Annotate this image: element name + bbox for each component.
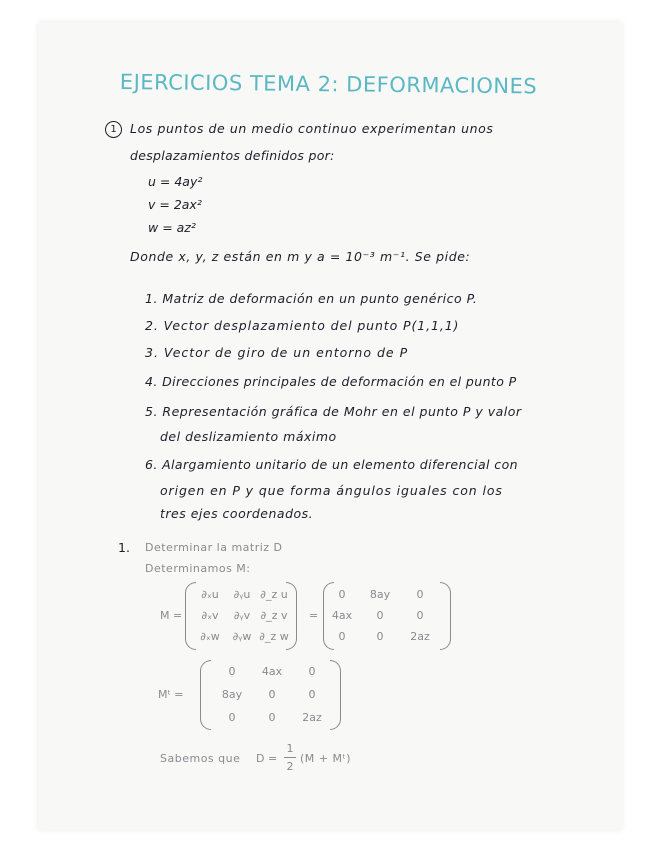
task-item-4: 4. Direcciones principales de deformación en el punto P bbox=[145, 374, 517, 389]
m-value-cell: 0 bbox=[338, 630, 346, 643]
m-value-cell: 8ay bbox=[369, 588, 391, 601]
intro-line-1: Los puntos de un medio continuo experimentan unos bbox=[130, 121, 494, 136]
equation-v: v = 2ax² bbox=[148, 197, 202, 212]
m-partial-cell: ∂ₓw bbox=[200, 630, 220, 643]
m-partial-cell: ∂_z w bbox=[259, 630, 289, 643]
mt-value-cell: 0 bbox=[268, 688, 276, 701]
task-item-2: 2. Vector desplazamiento del punto P(1,1,1) bbox=[145, 318, 460, 333]
exercise-number: 1 bbox=[105, 121, 122, 138]
mt-value-cell: 0 bbox=[228, 665, 236, 678]
m-value-cell: 0 bbox=[416, 588, 424, 601]
fraction-numerator: 1 bbox=[286, 742, 294, 755]
step-number: 1. bbox=[118, 540, 130, 555]
m-partial-cell: ∂_z u bbox=[260, 588, 288, 601]
determinamos-label: Determinamos M: bbox=[145, 562, 251, 575]
mt-value-cell: 0 bbox=[268, 711, 276, 724]
task-item-3: 3. Vector de giro de un entorno de P bbox=[145, 345, 409, 360]
mt-left-bracket bbox=[200, 660, 211, 730]
step-title: Determinar la matriz D bbox=[145, 541, 283, 554]
m-values-right-bracket bbox=[440, 582, 451, 650]
m-partial-cell: ∂_z v bbox=[260, 609, 288, 622]
m-partial-cell: ∂ᵧw bbox=[232, 630, 252, 643]
m-value-cell: 0 bbox=[376, 609, 384, 622]
task-item-1: 1. Matriz de deformación en un punto genérico P. bbox=[145, 291, 478, 306]
intro-line-2: desplazamientos definidos por: bbox=[130, 148, 335, 163]
m-label: M = bbox=[160, 609, 183, 622]
equation-u: u = 4ay² bbox=[148, 174, 203, 189]
equation-w: w = az² bbox=[148, 220, 196, 235]
donde-line: Donde x, y, z están en m y a = 10⁻³ m⁻¹. Se pide: bbox=[130, 249, 471, 264]
mt-label: Mᵗ = bbox=[158, 688, 184, 701]
task-item-5-cont: del deslizamiento máximo bbox=[160, 429, 337, 444]
task-item-6-cont: origen en P y que forma ángulos iguales con los bbox=[160, 483, 503, 498]
mt-value-cell: 0 bbox=[228, 711, 236, 724]
task-item-6-cont-2: tres ejes coordenados. bbox=[160, 506, 314, 521]
mt-value-cell: 2az bbox=[302, 711, 322, 724]
m-partial-cell: ∂ₓv bbox=[201, 609, 219, 622]
m-plus-mt: (M + Mᵗ) bbox=[300, 752, 352, 765]
m-value-cell: 2az bbox=[410, 630, 430, 643]
d-equals: D = bbox=[256, 752, 278, 765]
equals-sign: = bbox=[309, 609, 319, 622]
task-item-6: 6. Alargamiento unitario de un elemento diferencial con bbox=[145, 457, 518, 472]
m-partial-cell: ∂ᵧv bbox=[233, 609, 251, 622]
m-value-cell: 4ax bbox=[331, 609, 353, 622]
m-value-cell: 0 bbox=[416, 609, 424, 622]
mt-value-cell: 0 bbox=[308, 688, 316, 701]
fraction-denominator: 2 bbox=[286, 760, 294, 773]
mt-value-cell: 0 bbox=[308, 665, 316, 678]
sabemos-label: Sabemos que bbox=[160, 752, 241, 765]
m-partial-cell: ∂ₓu bbox=[201, 588, 219, 601]
mt-value-cell: 8ay bbox=[221, 688, 243, 701]
m-value-cell: 0 bbox=[338, 588, 346, 601]
fraction-bar bbox=[284, 757, 296, 758]
m-partial-cell: ∂ᵧu bbox=[233, 588, 251, 601]
mt-value-cell: 4ax bbox=[261, 665, 283, 678]
task-item-5: 5. Representación gráfica de Mohr en el punto P y valor bbox=[145, 404, 522, 419]
m-value-cell: 0 bbox=[376, 630, 384, 643]
page-title: EJERCICIOS TEMA 2: DEFORMACIONES bbox=[119, 70, 538, 99]
